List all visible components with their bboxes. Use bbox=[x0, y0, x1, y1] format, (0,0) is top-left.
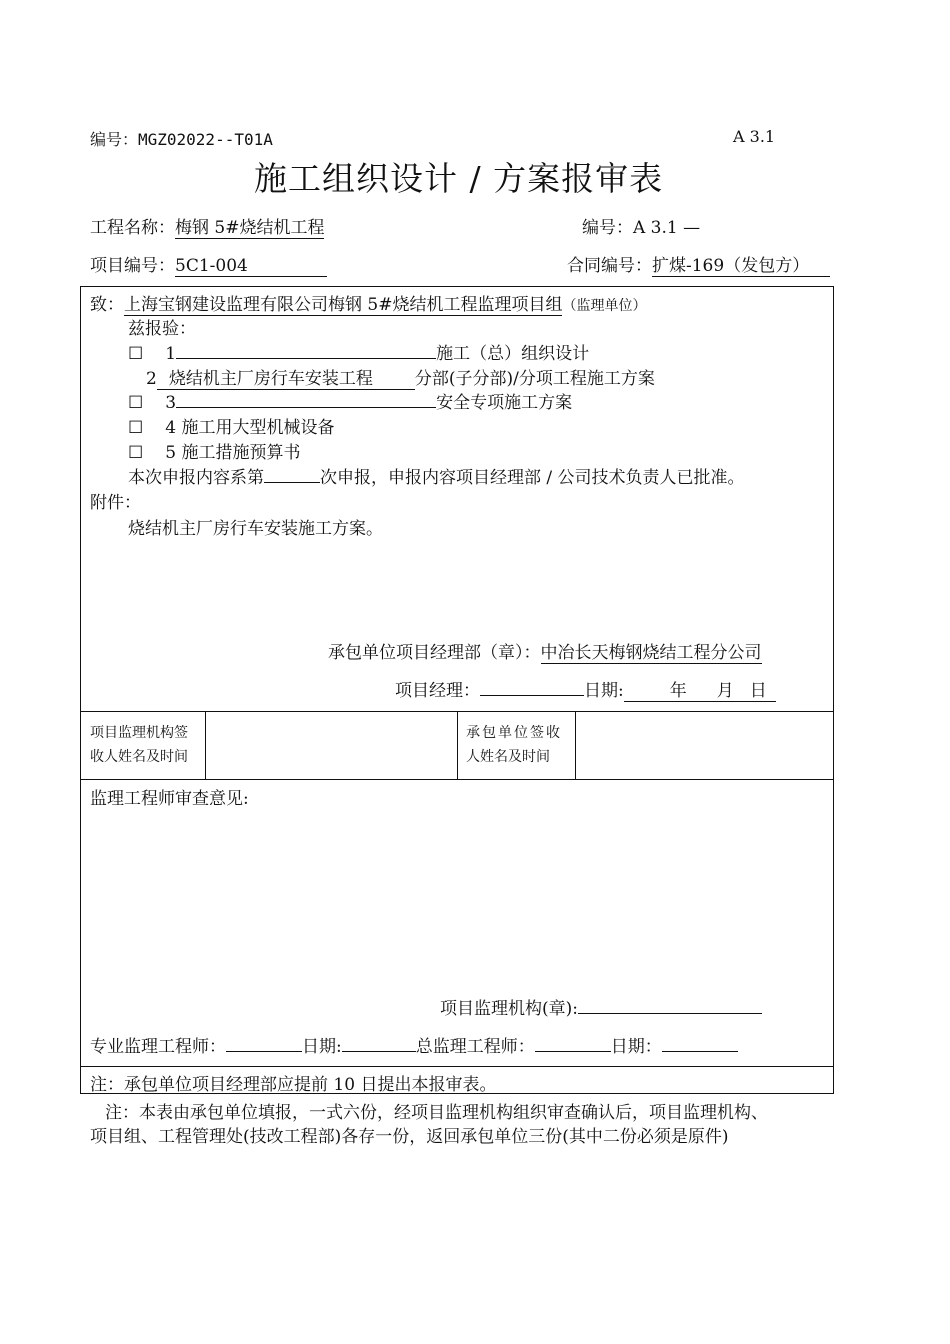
item-3-blank[interactable] bbox=[176, 391, 436, 408]
table-left-border bbox=[80, 286, 81, 1093]
checkbox-icon[interactable]: ☐ bbox=[128, 443, 144, 463]
review-opinion-area[interactable] bbox=[90, 808, 830, 978]
footer-note-line-1: 注：本表由承包单位填报，一式六份，经项目监理机构组织审查确认后，项目监理机构、 bbox=[105, 1103, 768, 1123]
contractor-row bbox=[328, 638, 762, 664]
submission-count-blank[interactable] bbox=[264, 466, 320, 483]
item-5-row bbox=[128, 438, 300, 463]
item-1-number: 1 bbox=[165, 344, 177, 364]
chief-signature-blank[interactable] bbox=[535, 1035, 611, 1052]
chief-label: 总监理工程师： bbox=[415, 1037, 535, 1057]
table-cell-divider bbox=[457, 711, 458, 779]
item-4-row bbox=[128, 413, 334, 438]
checkbox-icon[interactable]: ☐ bbox=[128, 344, 144, 364]
item-2-fill: 烧结机主厂房行车安装工程 bbox=[157, 364, 415, 390]
engineer-signature-blank[interactable] bbox=[226, 1035, 302, 1052]
addressee-row bbox=[90, 290, 646, 316]
item-2-label: 分部(子分部)/分项工程施工方案 bbox=[414, 369, 655, 389]
checkbox-icon[interactable]: ☐ bbox=[128, 418, 144, 438]
item-3-number: 3 bbox=[165, 393, 177, 413]
table-rule bbox=[80, 779, 834, 780]
pm-signature-blank[interactable] bbox=[480, 679, 584, 696]
pm-label: 项目经理： bbox=[395, 681, 480, 701]
project-no-value: 5C1-004 bbox=[175, 256, 327, 277]
contract-label: 合同编号： bbox=[567, 256, 652, 276]
attachment-text: 烧结机主厂房行车安装施工方案。 bbox=[128, 519, 383, 539]
declaration-row bbox=[128, 463, 745, 488]
checkbox-icon[interactable]: ☐ bbox=[128, 393, 144, 413]
pm-date-label: 日期: bbox=[584, 681, 624, 701]
contractor-label: 承包单位项目经理部（章）： bbox=[328, 643, 541, 663]
table-note: 注：承包单位项目经理部应提前 10 日提出本报审表。 bbox=[90, 1075, 497, 1095]
org-seal-blank[interactable] bbox=[578, 997, 762, 1014]
chief-date-blank[interactable] bbox=[662, 1035, 738, 1052]
project-name-label: 工程名称： bbox=[90, 218, 175, 238]
project-name-value: 梅钢 5#烧结机工程 bbox=[175, 213, 324, 239]
project-no-label: 项目编号： bbox=[90, 256, 175, 276]
item-1-row bbox=[128, 339, 589, 364]
footer-note-line-2: 项目组、工程管理处(技改工程部)各存一份，返回承包单位三份(其中二份必须是原件) bbox=[90, 1127, 729, 1147]
table-top-border bbox=[80, 286, 834, 287]
engineer-date-label: 日期: bbox=[302, 1037, 342, 1057]
item-3-row bbox=[128, 388, 572, 413]
addressee-unit: 上海宝钢建设监理有限公司梅钢 5#烧结机工程监理项目组 bbox=[124, 290, 562, 316]
form-reference: A 3.1 bbox=[733, 127, 776, 146]
item-3-label: 安全专项施工方案 bbox=[436, 393, 573, 413]
item-1-label: 施工（总）组织设计 bbox=[436, 344, 590, 364]
project-no-row bbox=[90, 251, 327, 277]
page-title: 施工组织设计 / 方案报审表 bbox=[254, 159, 664, 198]
serial-row bbox=[582, 213, 700, 238]
signature-row bbox=[90, 1032, 738, 1057]
contractor-name: 中冶长天梅钢烧结工程分公司 bbox=[541, 638, 762, 664]
chief-date-label: 日期： bbox=[610, 1037, 662, 1057]
engineer-date-blank[interactable] bbox=[342, 1035, 416, 1052]
submission-intro: 兹报验： bbox=[128, 319, 196, 339]
serial-label: 编号： bbox=[582, 218, 633, 238]
addressee-label: 致： bbox=[90, 295, 124, 315]
review-opinion-label: 监理工程师审查意见: bbox=[90, 789, 249, 809]
year-label: 年 bbox=[669, 681, 687, 701]
org-seal-label: 项目监理机构(章): bbox=[440, 999, 578, 1019]
supervisor-receipt-label-2: 收人姓名及时间 bbox=[90, 749, 188, 765]
contractor-receipt-label-2: 人姓名及时间 bbox=[466, 749, 550, 765]
supervisor-receipt-label-1: 项目监理机构签 bbox=[90, 725, 188, 741]
day-label: 日 bbox=[749, 681, 767, 701]
form-code: 编号：MGZ02022--T01A bbox=[90, 130, 273, 149]
contract-row bbox=[567, 251, 830, 277]
contractor-receipt-label-1: 承包单位签收 bbox=[466, 725, 562, 741]
project-name-row bbox=[90, 213, 324, 239]
item-2-number: 2 bbox=[146, 369, 157, 389]
month-label: 月 bbox=[716, 681, 734, 701]
table-right-border bbox=[833, 286, 834, 1093]
engineer-label: 专业监理工程师： bbox=[90, 1037, 226, 1057]
serial-value: A 3.1 — bbox=[633, 218, 701, 238]
attachment-label: 附件： bbox=[90, 493, 141, 513]
addressee-suffix: （监理单位） bbox=[562, 298, 647, 314]
declaration-suffix: 次申报，申报内容项目经理部 / 公司技术负责人已批准。 bbox=[320, 468, 745, 488]
table-rule bbox=[80, 1066, 834, 1067]
item-4-label: 4 施工用大型机械设备 bbox=[165, 418, 335, 438]
pm-row bbox=[395, 676, 776, 702]
pm-date-field bbox=[624, 676, 776, 702]
contractor-receipt-cell[interactable] bbox=[576, 712, 832, 778]
item-1-blank[interactable] bbox=[176, 342, 436, 359]
declaration-prefix: 本次申报内容系第 bbox=[128, 468, 264, 488]
org-seal-row bbox=[440, 994, 762, 1019]
supervisor-receipt-cell[interactable] bbox=[206, 712, 456, 778]
item-5-label: 5 施工措施预算书 bbox=[165, 443, 301, 463]
item-2-row bbox=[146, 364, 655, 390]
contract-no-value: 扩煤-169（发包方） bbox=[652, 251, 830, 277]
